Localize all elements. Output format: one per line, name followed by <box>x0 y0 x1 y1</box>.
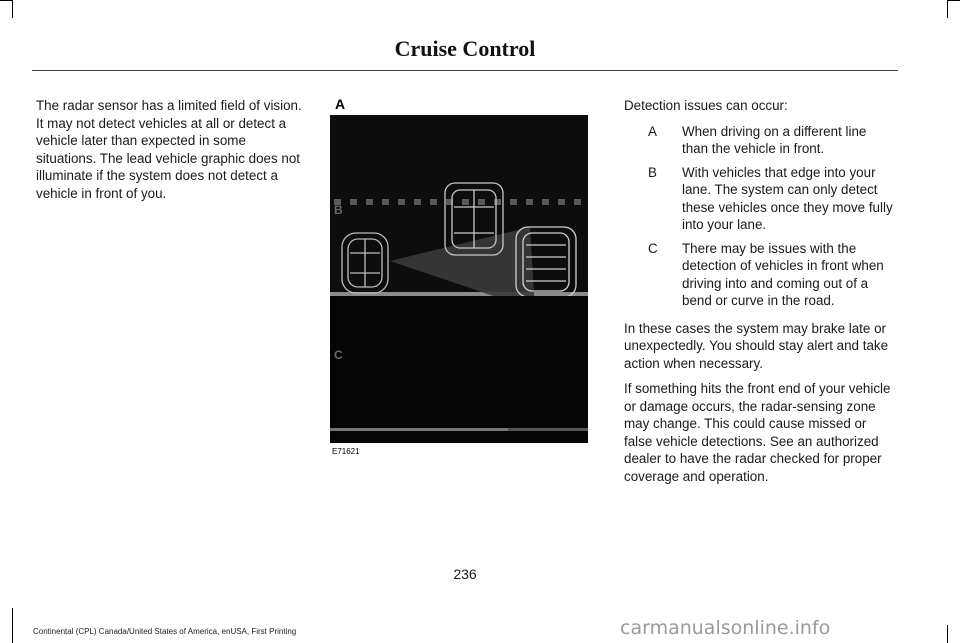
header-rule <box>32 70 898 71</box>
crop-mark <box>947 625 948 643</box>
item-text: There may be issues with the detection of vehicles in front when driving into and coming out of a bend or curve in the road. <box>682 240 884 308</box>
item-text: With vehicles that edge into your lane. The system can only detect these vehicles once they move fully into your lane. <box>682 164 893 232</box>
item-text: When driving on a different line than the vehicle in front. <box>682 123 867 156</box>
paragraph: If something hits the front end of your vehicle or damage occurs, the radar-sensing zone may change. This could cause missed or false vehicle detections. See an authorized dealer to have the radar checked for proper coverage and operation. <box>624 381 891 484</box>
figure-illustration <box>330 115 588 443</box>
crop-mark <box>947 0 948 18</box>
paragraph: In these cases the system may brake late or unexpectedly. You should stay alert and take action when necessary. <box>624 320 889 371</box>
watermark: carmanualsonline.info <box>620 617 831 639</box>
figure-caption: E71621 <box>332 447 360 456</box>
list-item <box>648 123 896 158</box>
item-label: A <box>648 123 657 139</box>
page-title: Cruise Control <box>394 36 536 61</box>
right-column <box>624 97 896 493</box>
figure-label-b: B <box>334 203 343 217</box>
item-label: B <box>648 164 657 180</box>
crop-mark <box>947 0 960 1</box>
figure-label-a: A <box>335 96 346 112</box>
radar-figure <box>330 96 590 461</box>
page-number: 236 <box>453 566 477 582</box>
crop-mark <box>12 608 13 643</box>
figure-label-c: C <box>334 348 343 362</box>
crop-mark <box>12 0 13 18</box>
list-item <box>648 164 896 234</box>
footer-text: Continental (CPL) Canada/United States of America, enUSA, First Printing <box>33 627 297 636</box>
left-column-text: The radar sensor has a limited field of vision. It may not detect vehicles at all or detect a vehicle later than expected in some situations. The lead vehicle graphic does not illuminate if the system does not detect a vehicle in front of you. <box>36 98 302 201</box>
list-item <box>648 240 896 310</box>
radar-illustration <box>330 115 588 443</box>
item-label: C <box>648 240 658 256</box>
intro-text: Detection issues can occur: <box>624 98 788 113</box>
